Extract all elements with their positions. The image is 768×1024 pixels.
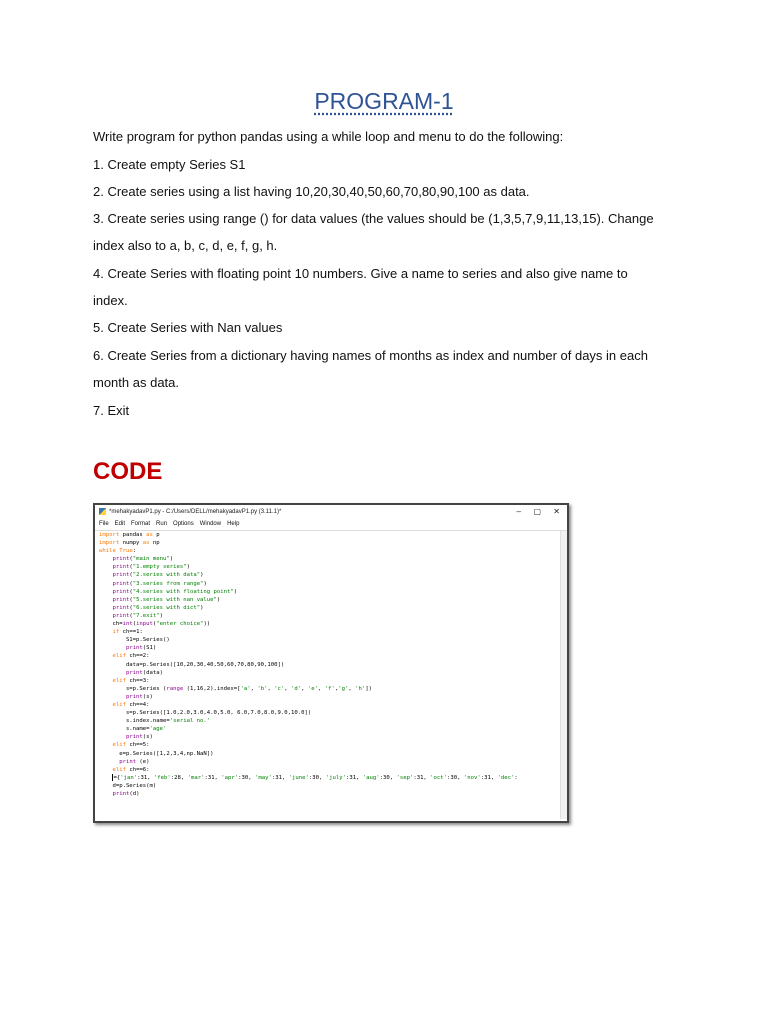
menu-format: Format [131,521,151,527]
code-token: print [112,556,130,563]
code-token [99,572,112,578]
code-token [99,589,112,595]
code-token: , [284,685,292,692]
code-token: 'sep' [396,774,414,781]
code-line [99,547,561,555]
code-token [99,678,112,684]
code-token: input [136,621,153,628]
editor-scrollbar [560,531,567,819]
code-line [99,774,561,782]
python-file-icon [99,508,106,515]
code-token: ) [216,596,221,603]
code-token: ) [203,580,207,587]
code-token: pandas [119,532,147,538]
code-token: 'age' [149,726,167,733]
code-token: if [112,629,120,636]
code-token: as [146,532,153,538]
code-token: ch==5: [125,742,150,749]
code-token: (d) [129,791,140,797]
code-token: 'aug' [362,774,380,781]
code-token: ( [129,604,133,611]
code-token: print [112,791,130,797]
code-token [99,702,112,708]
code-token: ch==1: [119,629,143,636]
code-line [99,555,561,563]
code-token: ) [200,572,204,579]
code-token: 'h' [355,685,366,692]
code-token: print [125,693,143,700]
list-item: 1. Create empty Series S1 [93,157,246,172]
code-token: ch==6: [125,766,150,773]
code-line [99,563,561,571]
code-token: s.name= [99,726,150,733]
code-token: import [99,532,120,538]
code-token: ( [129,580,133,587]
code-token: elif [112,653,126,660]
code-token: :31, [413,774,431,781]
code-token: :31, [204,774,222,781]
code-token: "7.exit" [132,612,160,619]
code-token: as [142,540,150,547]
code-line [99,661,561,669]
code-token: 'jan' [120,774,138,781]
code-token: :31, [271,774,289,781]
list-item: 7. Exit [93,403,130,418]
code-token: "5.series with nan value" [132,596,217,603]
intro-paragraph: Write program for python pandas using a while loop and menu to do the following: [93,129,564,144]
code-token: d=p.Series(m) [99,782,157,789]
list-item: 6. Create Series from a dictionary having names of months as index and number of days in each [93,348,648,363]
code-token: 'june' [288,774,309,781]
code-token: while [99,548,116,555]
code-token: ]) [365,685,372,692]
code-token: ( [129,596,133,603]
code-token: 'e' [307,685,319,692]
page-title: PROGRAM-1 [314,88,454,114]
code-token: numpy [119,540,143,547]
code-line [99,531,561,539]
code-token: :30, [308,774,326,781]
list-item: 3. Create series using range () for data values (the values should be (1,3,5,7,9,11,13,15). Change [93,211,654,226]
code-token: s=p.Series([1.0,2.0,3.0,4.0,5.0, 6.0,7.0,8.0,9.0,10.0]) [99,710,312,717]
code-line [99,685,561,693]
window-title: *mehakyadavP1.py - C:/Users/DELL/mehakyadavP1.py (3.11.1)* [109,509,282,515]
code-token: print [112,604,130,611]
code-token: (data) [142,669,164,676]
code-token: import [99,540,120,547]
minimize-icon: – [516,507,521,516]
code-line [99,717,561,725]
code-token: 'nov' [463,774,481,781]
code-token: , [267,685,275,692]
code-token [99,791,112,797]
code-token: (S1) [142,645,157,652]
code-line [99,693,561,701]
code-line [99,620,561,628]
code-token [99,645,126,651]
code-token: : [132,548,137,555]
code-token: 'dec' [497,774,515,781]
code-token [99,653,112,659]
code-line [99,604,561,612]
code-token: ( [129,572,133,579]
code-token: 'a' [240,685,251,692]
code-token [99,556,112,562]
code-token: "2.series with data" [132,572,201,579]
code-line [99,701,561,709]
code-token: 'g' [338,685,349,692]
code-token: ch= [99,621,123,628]
idle-titlebar [95,505,567,519]
close-icon: ✕ [553,507,560,516]
code-editor [95,531,561,819]
code-line [99,790,561,798]
code-line [99,596,561,604]
idle-menubar [95,519,567,531]
code-token: range [166,685,184,692]
code-token: "1.empty series" [132,564,187,571]
code-line [99,669,561,677]
code-token: ( [129,564,133,571]
code-heading: CODE [93,458,163,485]
code-token: :30, [447,774,464,781]
code-token: 'b' [257,685,268,692]
code-token: (s) [142,734,153,741]
code-token: , [301,685,308,692]
code-line [99,709,561,717]
code-token: print [112,572,130,579]
code-line [99,725,561,733]
code-token: ) [169,556,174,563]
code-token [99,613,112,619]
code-token: :30, [379,774,397,781]
code-token: np [149,540,160,547]
code-token [99,597,112,603]
menu-file: File [99,521,109,527]
code-token: , [348,685,356,692]
code-token: True [119,548,133,555]
code-token: : [514,774,518,781]
code-token: 'oct' [430,774,448,781]
code-line [99,766,561,774]
code-token: ) [233,588,238,595]
menu-options: Options [173,521,194,527]
code-token: print [112,588,130,595]
menu-edit: Edit [114,521,126,527]
code-token: print [125,669,143,676]
code-token [99,670,126,676]
list-item: 4. Create Series with floating point 10 numbers. Give a name to series and also give name to [93,266,628,281]
code-token: "main menu" [132,556,170,563]
code-token: , [318,685,325,692]
code-token: print [125,734,143,741]
code-line [99,758,561,766]
list-item: 5. Create Series with Nan values [93,320,283,335]
code-token: ( [132,621,137,628]
code-token: ) [200,604,204,611]
code-token: ( [129,612,133,619]
code-line [99,588,561,596]
code-token [99,564,112,570]
list-item: 2. Create series using a list having 10,20,30,40,50,60,70,80,90,100 as data. [93,184,530,199]
menu-run: Run [156,521,168,527]
code-token: "4.series with floating point" [132,588,234,595]
code-token: ch==2: [125,653,150,660]
code-token: "enter choice" [156,621,204,628]
code-token: , [250,685,258,692]
code-token: print [125,645,143,652]
code-token [99,694,126,700]
code-token: 'mar' [187,774,205,781]
code-token: )) [203,621,211,628]
code-line [99,612,561,620]
code-token: 'feb' [153,774,171,781]
code-token: (1,16,2),index=[ [183,685,241,692]
list-item-continued: month as data. [93,375,179,390]
code-token: int [122,621,133,628]
code-line [99,644,561,652]
code-token: print [112,612,130,619]
menu-window: Window [199,521,222,527]
code-token: :31, [345,774,363,781]
code-token: ) [186,564,190,571]
code-token: data=p.Series([10,20,30,40,50,60,70,80,90,100]) [99,661,285,668]
code-token: print [112,580,130,587]
code-token [99,734,126,740]
code-line [99,750,561,758]
code-token: p [152,532,160,538]
code-token: 'f' [324,685,335,692]
code-token: print [112,596,130,603]
code-token [99,581,112,587]
code-line [99,539,561,547]
code-token: ch==4: [125,701,150,708]
maximize-icon: ▢ [533,507,541,516]
code-token: ) [159,612,164,619]
code-line [99,636,561,644]
code-token: elif [112,701,126,708]
code-token [99,629,112,635]
code-token: 'may' [254,774,272,781]
code-token: "6.series with dict" [132,604,201,611]
code-token: 'c' [274,685,285,692]
code-token [99,605,112,611]
list-item-continued: index. [93,293,128,308]
code-token: 'july' [325,774,346,781]
code-line [99,741,561,749]
code-token [99,775,112,781]
code-token: ch==3: [125,677,150,684]
code-line [99,652,561,660]
code-token: 'serial no.' [169,718,211,725]
code-token [99,742,112,748]
code-token: "3.series from range" [132,580,204,587]
code-line [99,782,561,790]
code-token: s=p.Series ( [99,685,167,692]
code-token: ( [152,621,157,628]
menu-help: Help [227,521,240,527]
code-token: elif [112,766,126,773]
code-token [99,767,112,773]
code-token: elif [112,677,126,684]
code-token: 'd' [291,685,302,692]
code-line [99,733,561,741]
code-token: e=p.Series([1,2,3,4,np.NaN]) [99,750,214,757]
code-line [99,571,561,579]
code-token: :31, [480,774,498,781]
code-token: S1=p.Series() [99,637,170,644]
code-line [99,580,561,588]
code-token: elif [112,742,126,749]
code-token: :28, [170,774,188,781]
code-token: (s) [142,693,153,700]
code-token [99,759,119,765]
code-token: (e) [136,758,150,765]
code-token: ={ [113,774,121,781]
code-token: print [112,564,130,571]
code-token: ( [129,556,133,563]
code-token: :31, [137,774,154,781]
list-item-continued: index also to a, b, c, d, e, f, g, h. [93,238,278,253]
code-line [99,677,561,685]
code-line [99,628,561,636]
code-token: print [119,758,137,765]
code-token: ( [129,588,133,595]
code-token: :30, [238,774,255,781]
code-token: , [334,685,339,692]
code-screenshot [93,503,569,823]
code-token: 'apr' [221,774,239,781]
code-token: s.index.name= [99,718,170,725]
